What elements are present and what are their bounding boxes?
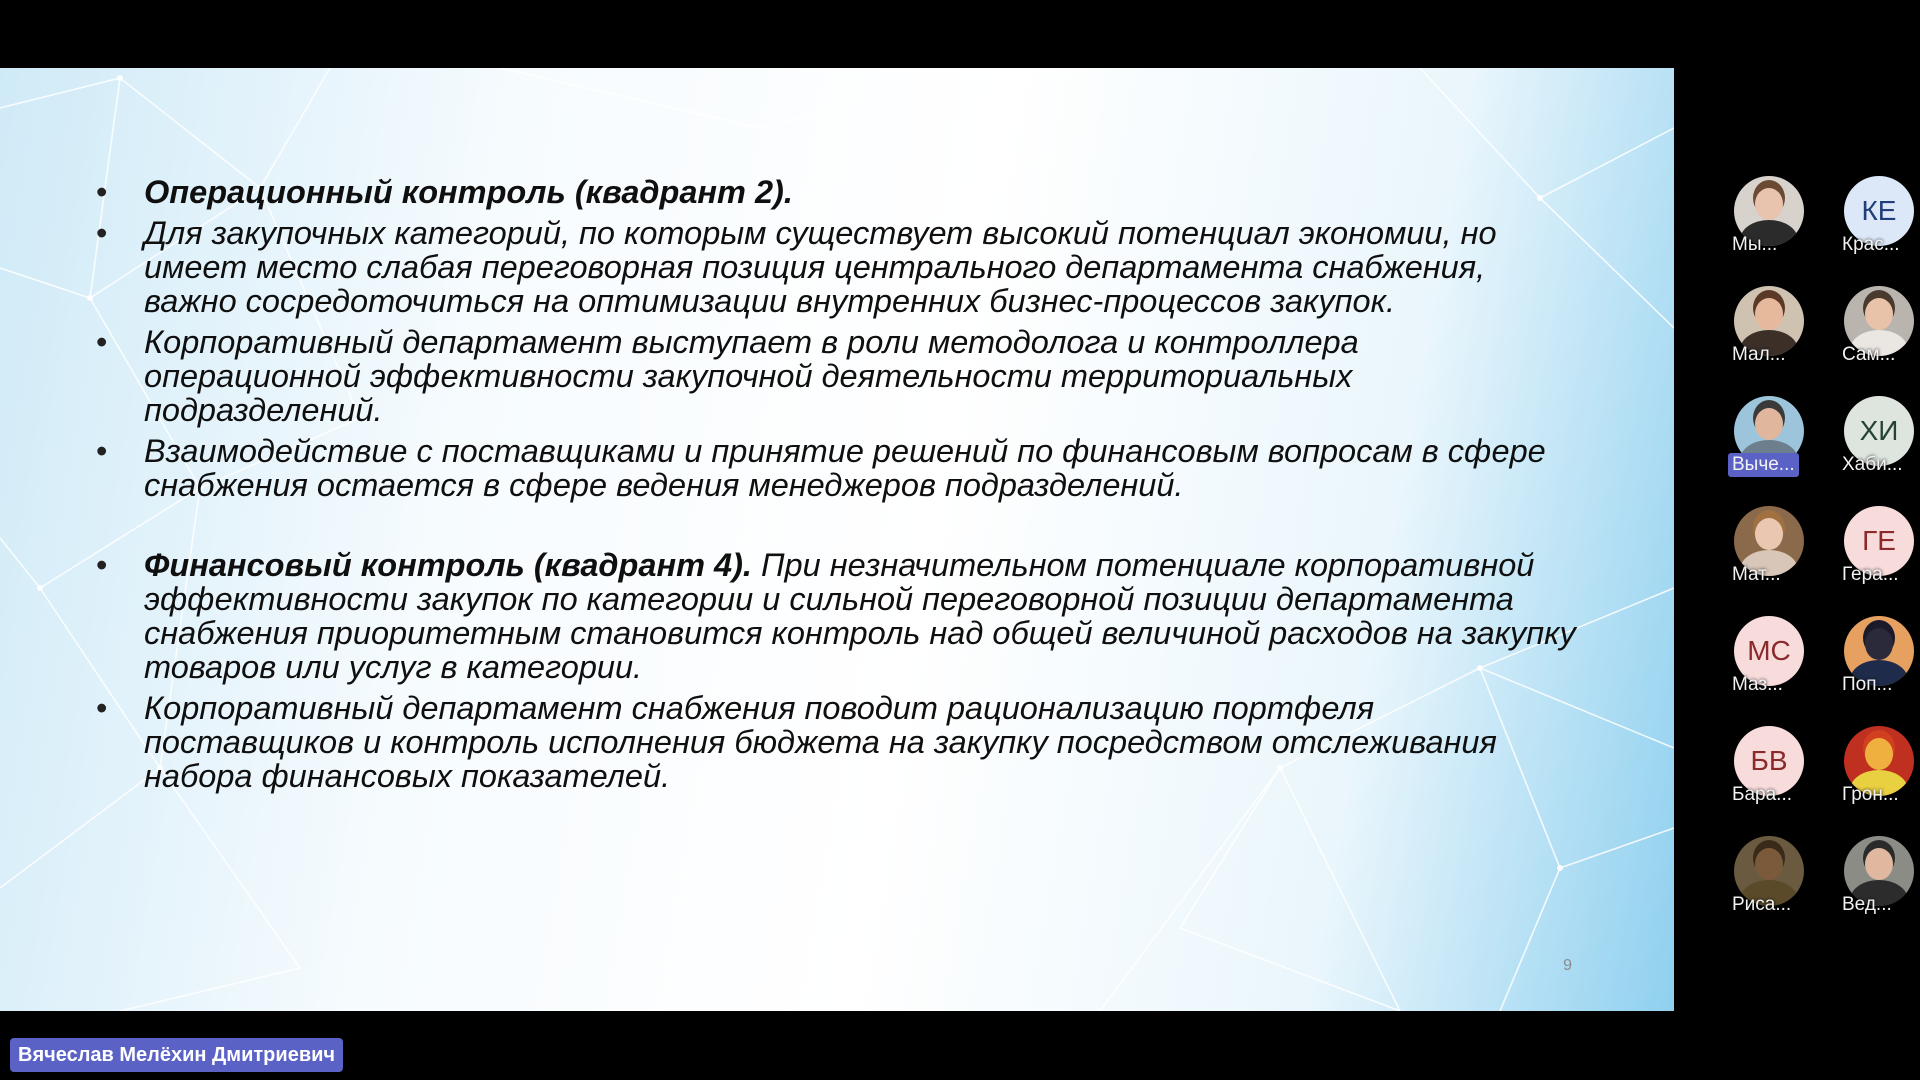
bullet-item [96,216,1576,318]
participant-name: Гера... [1842,564,1899,585]
participant-tile[interactable] [1812,836,1920,946]
participant-tile[interactable] [1702,726,1812,836]
participant-tile[interactable] [1812,396,1920,506]
participant-tile[interactable] [1702,396,1812,506]
bullet-item [96,691,1576,793]
bullet-text: Корпоративный департамент снабжения поводит рационализацию портфеля поставщиков и контроль исполнения бюджета на закупку посредством отслеживания набора финансовых показателей. [144,690,1497,794]
avatar: КЕ [1844,176,1914,246]
avatar-head [1755,518,1783,550]
participant-tile[interactable] [1812,616,1920,726]
slide-page-number: 9 [1563,957,1572,974]
participants-panel [1674,0,1920,1080]
participant-name: Маз... [1732,674,1783,695]
avatar-head [1865,298,1893,330]
participant-name: Грон... [1842,784,1899,805]
bullet-text: Корпоративный департамент выступает в роли методолога и контроллера операционной эффективности закупочной деятельности территориальных подразделений. [144,324,1359,428]
bullet-text: Взаимодействие с поставщиками и принятие решений по финансовым вопросам в сфере снабжения остается в сфере ведения менеджеров подразделений. [144,433,1546,503]
participant-name: Сам... [1842,344,1896,365]
participant-tile[interactable] [1702,616,1812,726]
active-speaker-name: Вячеслав Мелёхин Дмитриевич [10,1038,343,1072]
bullet-bold-text: Операционный контроль (квадрант 2). [144,174,793,210]
participant-name: Выче... [1728,453,1799,477]
participant-name: Мал... [1732,344,1786,365]
participant-tile[interactable] [1702,506,1812,616]
avatar: ГЕ [1844,506,1914,576]
avatar-head [1755,188,1783,220]
bullet-operational-title [96,175,1576,209]
avatar: БВ [1734,726,1804,796]
participant-name: Мат... [1732,564,1781,585]
participant-tile[interactable] [1702,286,1812,396]
bullet-text: При незначительном потенциале корпоративной эффективности закупок по категории и сильной переговорной позиции департамента снабжения приоритетным становится контроль над общей величиной расходов на закупку товаров или услуг в категории. [144,547,1576,685]
participant-name: Крас... [1842,234,1900,255]
participant-name: Поп... [1842,674,1893,695]
participant-name: Мы... [1732,234,1778,255]
participant-tile[interactable] [1812,286,1920,396]
bullet-financial-title [96,548,1576,684]
participant-tile[interactable] [1812,726,1920,836]
avatar-head [1755,298,1783,330]
avatar-head [1755,408,1783,440]
participant-name: Вед... [1842,894,1892,915]
avatar-head [1865,848,1893,880]
participant-name: Риса... [1732,894,1792,915]
avatar-head [1755,848,1783,880]
bullet-item [96,325,1576,427]
participant-tile[interactable] [1702,176,1812,286]
bullet-text: Для закупочных категорий, по которым существует высокий потенциал экономии, но имеет место слабая переговорная позиция центрального департамента снабжения, важно сосредоточиться на оптимизации внутренних бизнес-процессов закупок. [144,215,1497,319]
bullet-item [96,434,1576,502]
participant-tile[interactable] [1812,176,1920,286]
presentation-slide [0,68,1674,1011]
slide-bullet-list [96,175,1576,793]
avatar: ХИ [1844,396,1914,466]
participant-name: Бара... [1732,784,1793,805]
bullet-bold-text: Финансовый контроль (квадрант 4). [144,547,752,583]
participant-tile[interactable] [1812,506,1920,616]
participant-name: Хаби... [1842,454,1903,475]
avatar-head [1865,628,1893,660]
participant-tile[interactable] [1702,836,1812,946]
avatar-head [1865,738,1893,770]
avatar: МС [1734,616,1804,686]
